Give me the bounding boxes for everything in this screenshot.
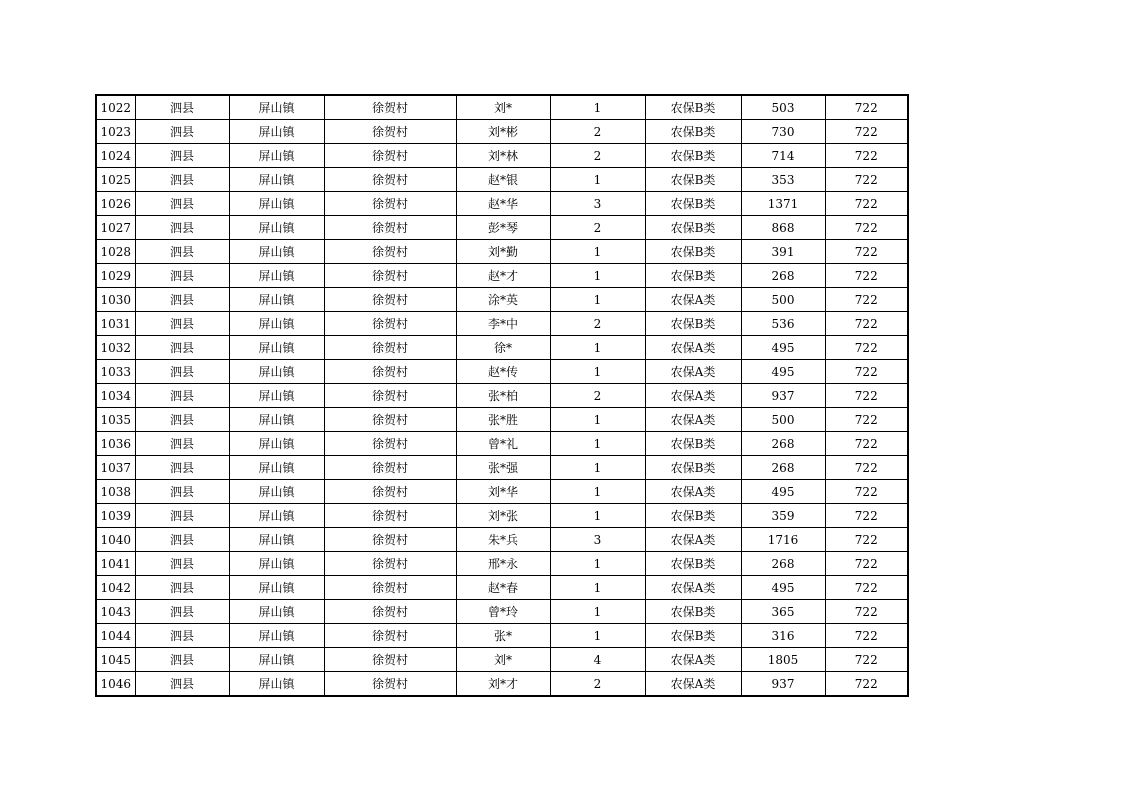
standard-cell: 722 — [825, 168, 908, 192]
row-number-cell: 1025 — [96, 168, 135, 192]
amount-cell: 391 — [741, 240, 825, 264]
name-cell: 刘*华 — [456, 480, 550, 504]
row-number-cell: 1036 — [96, 432, 135, 456]
table-row — [96, 312, 908, 336]
town-cell: 屏山镇 — [229, 216, 324, 240]
standard-cell: 722 — [825, 624, 908, 648]
category-cell: 农保B类 — [645, 624, 741, 648]
table-row — [96, 600, 908, 624]
category-cell: 农保B类 — [645, 504, 741, 528]
name-cell: 邢*永 — [456, 552, 550, 576]
town-cell: 屏山镇 — [229, 360, 324, 384]
name-cell: 赵*才 — [456, 264, 550, 288]
data-table — [95, 94, 909, 697]
standard-cell: 722 — [825, 240, 908, 264]
row-number-cell: 1035 — [96, 408, 135, 432]
category-cell: 农保B类 — [645, 456, 741, 480]
county-cell: 泗县 — [135, 552, 229, 576]
town-cell: 屏山镇 — [229, 480, 324, 504]
row-number-cell: 1032 — [96, 336, 135, 360]
town-cell: 屏山镇 — [229, 168, 324, 192]
town-cell: 屏山镇 — [229, 600, 324, 624]
town-cell: 屏山镇 — [229, 336, 324, 360]
town-cell: 屏山镇 — [229, 240, 324, 264]
amount-cell: 536 — [741, 312, 825, 336]
standard-cell: 722 — [825, 432, 908, 456]
county-cell: 泗县 — [135, 216, 229, 240]
village-cell: 徐贺村 — [324, 384, 456, 408]
household-size-cell: 1 — [550, 240, 645, 264]
household-size-cell: 1 — [550, 600, 645, 624]
household-size-cell: 1 — [550, 624, 645, 648]
household-size-cell: 1 — [550, 408, 645, 432]
standard-cell: 722 — [825, 408, 908, 432]
category-cell: 农保B类 — [645, 432, 741, 456]
row-number-cell: 1040 — [96, 528, 135, 552]
standard-cell: 722 — [825, 504, 908, 528]
name-cell: 李*中 — [456, 312, 550, 336]
county-cell: 泗县 — [135, 528, 229, 552]
name-cell: 刘* — [456, 648, 550, 672]
town-cell: 屏山镇 — [229, 288, 324, 312]
name-cell: 刘*勤 — [456, 240, 550, 264]
amount-cell: 359 — [741, 504, 825, 528]
village-cell: 徐贺村 — [324, 144, 456, 168]
name-cell: 张*柏 — [456, 384, 550, 408]
name-cell: 曾*礼 — [456, 432, 550, 456]
row-number-cell: 1039 — [96, 504, 135, 528]
household-size-cell: 1 — [550, 95, 645, 120]
table-row — [96, 336, 908, 360]
category-cell: 农保B类 — [645, 600, 741, 624]
category-cell: 农保A类 — [645, 408, 741, 432]
household-size-cell: 2 — [550, 672, 645, 697]
row-number-cell: 1031 — [96, 312, 135, 336]
row-number-cell: 1045 — [96, 648, 135, 672]
name-cell: 赵*银 — [456, 168, 550, 192]
category-cell: 农保A类 — [645, 288, 741, 312]
name-cell: 徐* — [456, 336, 550, 360]
village-cell: 徐贺村 — [324, 456, 456, 480]
amount-cell: 365 — [741, 600, 825, 624]
table-body — [96, 95, 908, 696]
household-size-cell: 1 — [550, 504, 645, 528]
amount-cell: 268 — [741, 264, 825, 288]
village-cell: 徐贺村 — [324, 576, 456, 600]
county-cell: 泗县 — [135, 240, 229, 264]
category-cell: 农保B类 — [645, 240, 741, 264]
village-cell: 徐贺村 — [324, 432, 456, 456]
name-cell: 张* — [456, 624, 550, 648]
town-cell: 屏山镇 — [229, 192, 324, 216]
household-size-cell: 1 — [550, 264, 645, 288]
county-cell: 泗县 — [135, 360, 229, 384]
county-cell: 泗县 — [135, 648, 229, 672]
village-cell: 徐贺村 — [324, 408, 456, 432]
name-cell: 张*强 — [456, 456, 550, 480]
amount-cell: 1371 — [741, 192, 825, 216]
row-number-cell: 1029 — [96, 264, 135, 288]
county-cell: 泗县 — [135, 144, 229, 168]
town-cell: 屏山镇 — [229, 648, 324, 672]
table-row — [96, 216, 908, 240]
amount-cell: 714 — [741, 144, 825, 168]
standard-cell: 722 — [825, 576, 908, 600]
county-cell: 泗县 — [135, 408, 229, 432]
row-number-cell: 1027 — [96, 216, 135, 240]
name-cell: 刘*林 — [456, 144, 550, 168]
table-row — [96, 168, 908, 192]
village-cell: 徐贺村 — [324, 480, 456, 504]
table-row — [96, 144, 908, 168]
row-number-cell: 1037 — [96, 456, 135, 480]
household-size-cell: 2 — [550, 312, 645, 336]
amount-cell: 1805 — [741, 648, 825, 672]
amount-cell: 268 — [741, 432, 825, 456]
category-cell: 农保A类 — [645, 648, 741, 672]
category-cell: 农保B类 — [645, 120, 741, 144]
town-cell: 屏山镇 — [229, 528, 324, 552]
household-size-cell: 1 — [550, 576, 645, 600]
town-cell: 屏山镇 — [229, 144, 324, 168]
town-cell: 屏山镇 — [229, 624, 324, 648]
county-cell: 泗县 — [135, 264, 229, 288]
household-size-cell: 3 — [550, 192, 645, 216]
row-number-cell: 1022 — [96, 95, 135, 120]
standard-cell: 722 — [825, 480, 908, 504]
standard-cell: 722 — [825, 552, 908, 576]
household-size-cell: 2 — [550, 144, 645, 168]
standard-cell: 722 — [825, 360, 908, 384]
table-row — [96, 120, 908, 144]
village-cell: 徐贺村 — [324, 528, 456, 552]
amount-cell: 268 — [741, 456, 825, 480]
village-cell: 徐贺村 — [324, 95, 456, 120]
row-number-cell: 1042 — [96, 576, 135, 600]
table-row — [96, 240, 908, 264]
county-cell: 泗县 — [135, 336, 229, 360]
row-number-cell: 1034 — [96, 384, 135, 408]
standard-cell: 722 — [825, 672, 908, 697]
table-row — [96, 504, 908, 528]
county-cell: 泗县 — [135, 504, 229, 528]
category-cell: 农保A类 — [645, 360, 741, 384]
town-cell: 屏山镇 — [229, 504, 324, 528]
town-cell: 屏山镇 — [229, 95, 324, 120]
standard-cell: 722 — [825, 95, 908, 120]
standard-cell: 722 — [825, 384, 908, 408]
table-row — [96, 552, 908, 576]
amount-cell: 730 — [741, 120, 825, 144]
county-cell: 泗县 — [135, 192, 229, 216]
standard-cell: 722 — [825, 336, 908, 360]
town-cell: 屏山镇 — [229, 456, 324, 480]
name-cell: 曾*玲 — [456, 600, 550, 624]
standard-cell: 722 — [825, 456, 908, 480]
village-cell: 徐贺村 — [324, 168, 456, 192]
village-cell: 徐贺村 — [324, 600, 456, 624]
amount-cell: 503 — [741, 95, 825, 120]
category-cell: 农保B类 — [645, 312, 741, 336]
name-cell: 张*胜 — [456, 408, 550, 432]
standard-cell: 722 — [825, 312, 908, 336]
town-cell: 屏山镇 — [229, 120, 324, 144]
county-cell: 泗县 — [135, 95, 229, 120]
household-size-cell: 1 — [550, 456, 645, 480]
category-cell: 农保A类 — [645, 528, 741, 552]
name-cell: 赵*春 — [456, 576, 550, 600]
village-cell: 徐贺村 — [324, 120, 456, 144]
category-cell: 农保B类 — [645, 168, 741, 192]
town-cell: 屏山镇 — [229, 552, 324, 576]
category-cell: 农保A类 — [645, 672, 741, 697]
household-size-cell: 2 — [550, 216, 645, 240]
county-cell: 泗县 — [135, 624, 229, 648]
town-cell: 屏山镇 — [229, 408, 324, 432]
amount-cell: 316 — [741, 624, 825, 648]
name-cell: 刘*张 — [456, 504, 550, 528]
village-cell: 徐贺村 — [324, 288, 456, 312]
household-size-cell: 1 — [550, 168, 645, 192]
row-number-cell: 1030 — [96, 288, 135, 312]
table-row — [96, 408, 908, 432]
standard-cell: 722 — [825, 144, 908, 168]
amount-cell: 495 — [741, 360, 825, 384]
table-row — [96, 432, 908, 456]
village-cell: 徐贺村 — [324, 648, 456, 672]
household-size-cell: 1 — [550, 552, 645, 576]
category-cell: 农保A类 — [645, 480, 741, 504]
row-number-cell: 1046 — [96, 672, 135, 697]
county-cell: 泗县 — [135, 312, 229, 336]
county-cell: 泗县 — [135, 456, 229, 480]
town-cell: 屏山镇 — [229, 264, 324, 288]
row-number-cell: 1038 — [96, 480, 135, 504]
table-row — [96, 192, 908, 216]
amount-cell: 353 — [741, 168, 825, 192]
amount-cell: 500 — [741, 288, 825, 312]
table-row — [96, 288, 908, 312]
county-cell: 泗县 — [135, 168, 229, 192]
table-row — [96, 456, 908, 480]
county-cell: 泗县 — [135, 600, 229, 624]
standard-cell: 722 — [825, 600, 908, 624]
standard-cell: 722 — [825, 192, 908, 216]
household-size-cell: 1 — [550, 360, 645, 384]
name-cell: 朱*兵 — [456, 528, 550, 552]
standard-cell: 722 — [825, 288, 908, 312]
row-number-cell: 1044 — [96, 624, 135, 648]
town-cell: 屏山镇 — [229, 432, 324, 456]
table-row — [96, 264, 908, 288]
standard-cell: 722 — [825, 120, 908, 144]
table-row — [96, 648, 908, 672]
amount-cell: 495 — [741, 576, 825, 600]
category-cell: 农保B类 — [645, 552, 741, 576]
village-cell: 徐贺村 — [324, 192, 456, 216]
village-cell: 徐贺村 — [324, 216, 456, 240]
name-cell: 涂*英 — [456, 288, 550, 312]
category-cell: 农保A类 — [645, 576, 741, 600]
county-cell: 泗县 — [135, 432, 229, 456]
category-cell: 农保B类 — [645, 264, 741, 288]
town-cell: 屏山镇 — [229, 672, 324, 697]
amount-cell: 937 — [741, 672, 825, 697]
village-cell: 徐贺村 — [324, 264, 456, 288]
standard-cell: 722 — [825, 528, 908, 552]
table-row — [96, 624, 908, 648]
row-number-cell: 1041 — [96, 552, 135, 576]
town-cell: 屏山镇 — [229, 384, 324, 408]
town-cell: 屏山镇 — [229, 576, 324, 600]
village-cell: 徐贺村 — [324, 360, 456, 384]
county-cell: 泗县 — [135, 120, 229, 144]
village-cell: 徐贺村 — [324, 552, 456, 576]
village-cell: 徐贺村 — [324, 504, 456, 528]
standard-cell: 722 — [825, 216, 908, 240]
household-size-cell: 4 — [550, 648, 645, 672]
name-cell: 刘*才 — [456, 672, 550, 697]
standard-cell: 722 — [825, 264, 908, 288]
household-size-cell: 1 — [550, 336, 645, 360]
county-cell: 泗县 — [135, 384, 229, 408]
household-size-cell: 1 — [550, 288, 645, 312]
amount-cell: 868 — [741, 216, 825, 240]
table-row — [96, 480, 908, 504]
name-cell: 刘* — [456, 95, 550, 120]
county-cell: 泗县 — [135, 576, 229, 600]
category-cell: 农保A类 — [645, 384, 741, 408]
amount-cell: 495 — [741, 336, 825, 360]
county-cell: 泗县 — [135, 480, 229, 504]
name-cell: 赵*传 — [456, 360, 550, 384]
row-number-cell: 1043 — [96, 600, 135, 624]
row-number-cell: 1033 — [96, 360, 135, 384]
household-size-cell: 2 — [550, 384, 645, 408]
row-number-cell: 1023 — [96, 120, 135, 144]
name-cell: 赵*华 — [456, 192, 550, 216]
amount-cell: 495 — [741, 480, 825, 504]
village-cell: 徐贺村 — [324, 672, 456, 697]
amount-cell: 937 — [741, 384, 825, 408]
village-cell: 徐贺村 — [324, 312, 456, 336]
name-cell: 刘*彬 — [456, 120, 550, 144]
category-cell: 农保B类 — [645, 144, 741, 168]
amount-cell: 500 — [741, 408, 825, 432]
table-row — [96, 528, 908, 552]
amount-cell: 1716 — [741, 528, 825, 552]
category-cell: 农保A类 — [645, 336, 741, 360]
row-number-cell: 1028 — [96, 240, 135, 264]
village-cell: 徐贺村 — [324, 336, 456, 360]
county-cell: 泗县 — [135, 672, 229, 697]
household-size-cell: 3 — [550, 528, 645, 552]
table-row — [96, 384, 908, 408]
row-number-cell: 1026 — [96, 192, 135, 216]
amount-cell: 268 — [741, 552, 825, 576]
household-size-cell: 1 — [550, 480, 645, 504]
county-cell: 泗县 — [135, 288, 229, 312]
name-cell: 彭*琴 — [456, 216, 550, 240]
table-row — [96, 672, 908, 697]
table-row — [96, 95, 908, 120]
category-cell: 农保B类 — [645, 95, 741, 120]
village-cell: 徐贺村 — [324, 624, 456, 648]
household-size-cell: 1 — [550, 432, 645, 456]
category-cell: 农保B类 — [645, 192, 741, 216]
table-row — [96, 360, 908, 384]
village-cell: 徐贺村 — [324, 240, 456, 264]
standard-cell: 722 — [825, 648, 908, 672]
row-number-cell: 1024 — [96, 144, 135, 168]
table-row — [96, 576, 908, 600]
category-cell: 农保B类 — [645, 216, 741, 240]
household-size-cell: 2 — [550, 120, 645, 144]
town-cell: 屏山镇 — [229, 312, 324, 336]
